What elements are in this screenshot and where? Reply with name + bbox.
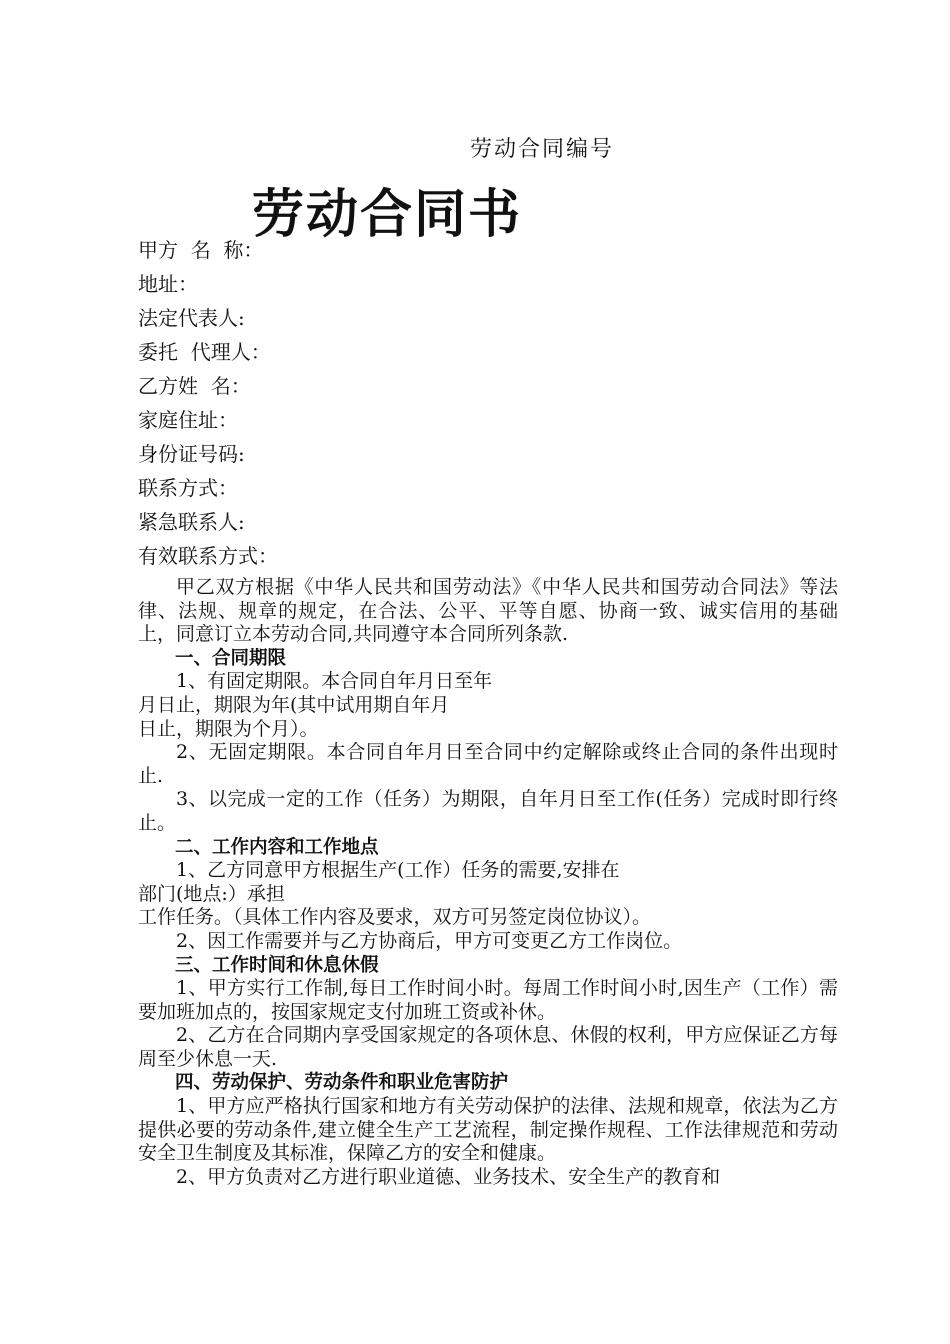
clause-line: 月日止，期限为年(其中试用期自年月: [138, 693, 450, 716]
clause-paragraph: 2、无固定期限。本合同自年月日至合同中约定解除或终止合同的条件出现时止.: [138, 741, 838, 787]
party-a-name-field: 甲方 名 称：: [138, 238, 264, 262]
clause-line: 1、乙方同意甲方根据生产(工作）任务的需要,安排在: [176, 859, 620, 882]
clause-paragraph: 1、甲方实行工作制,每日工作时间小时。每周工作时间小时,因生产（工作）需要加班加点的，按国家规定支付加班工资或补休。: [138, 977, 838, 1023]
clause-paragraph: 3、以完成一定的工作（任务）为期限，自年月日至工作(任务）完成时即行终止。: [138, 788, 838, 834]
section-title-hours: 三、工作时间和休息休假: [175, 954, 379, 976]
valid-contact-field: 有效联系方式：: [138, 544, 278, 568]
contact-field: 联系方式：: [138, 476, 238, 500]
home-address-field: 家庭住址：: [138, 408, 238, 432]
emergency-contact-field: 紧急联系人:: [138, 510, 245, 534]
party-info-fields: [138, 236, 278, 576]
page-title: 劳动合同书: [252, 185, 523, 245]
clause-line: 部门(地点:）承担: [138, 882, 285, 905]
id-number-field: 身份证号码:: [138, 442, 245, 466]
clause-line: 工作任务。（具体工作内容及要求，双方可另签定岗位协议）。: [138, 906, 652, 929]
party-b-name-field: 乙方姓 名：: [138, 374, 251, 398]
section-title-protection: 四、劳动保护、劳动条件和职业危害防护: [175, 1072, 509, 1094]
address-field: 地址：: [138, 272, 198, 296]
contract-number-label: 劳动合同编号: [470, 137, 615, 162]
authorized-agent-field: 委托 代理人：: [138, 340, 271, 364]
section-title-work: 二、工作内容和工作地点: [175, 836, 379, 858]
clause-line: 日止，期限为个月）。: [138, 717, 319, 740]
contract-body: [138, 576, 838, 1189]
clause-paragraph: 1、甲方应严格执行国家和地方有关劳动保护的法律、法规和规章，依法为乙方提供必要的劳动条件,建立健全生产工艺流程，制定操作规程、工作法律规范和劳动安全卫生制度及其标准，保障乙方的安全和健康。: [138, 1095, 838, 1165]
section-title-term: 一、合同期限: [175, 647, 287, 669]
legal-representative-field: 法定代表人:: [138, 306, 245, 330]
clause-paragraph: 2、甲方负责对乙方进行职业道德、业务技术、安全生产的教育和: [176, 1165, 721, 1188]
clause-line: 1、有固定期限。本合同自年月日至年: [176, 670, 493, 693]
clause-paragraph: 2、因工作需要并与乙方协商后，甲方可变更乙方工作岗位。: [176, 929, 683, 952]
intro-paragraph: 甲乙双方根据《中华人民共和国劳动法》《中华人民共和国劳动合同法》等法律、法规、规章的规定，在合法、公平、平等自愿、协商一致、诚实信用的基础上，同意订立本劳动合同,共同遵守本合同所列条款.: [138, 576, 838, 646]
clause-paragraph: 2、乙方在合同期内享受国家规定的各项休息、休假的权利，甲方应保证乙方每周至少休息一天.: [138, 1024, 838, 1070]
